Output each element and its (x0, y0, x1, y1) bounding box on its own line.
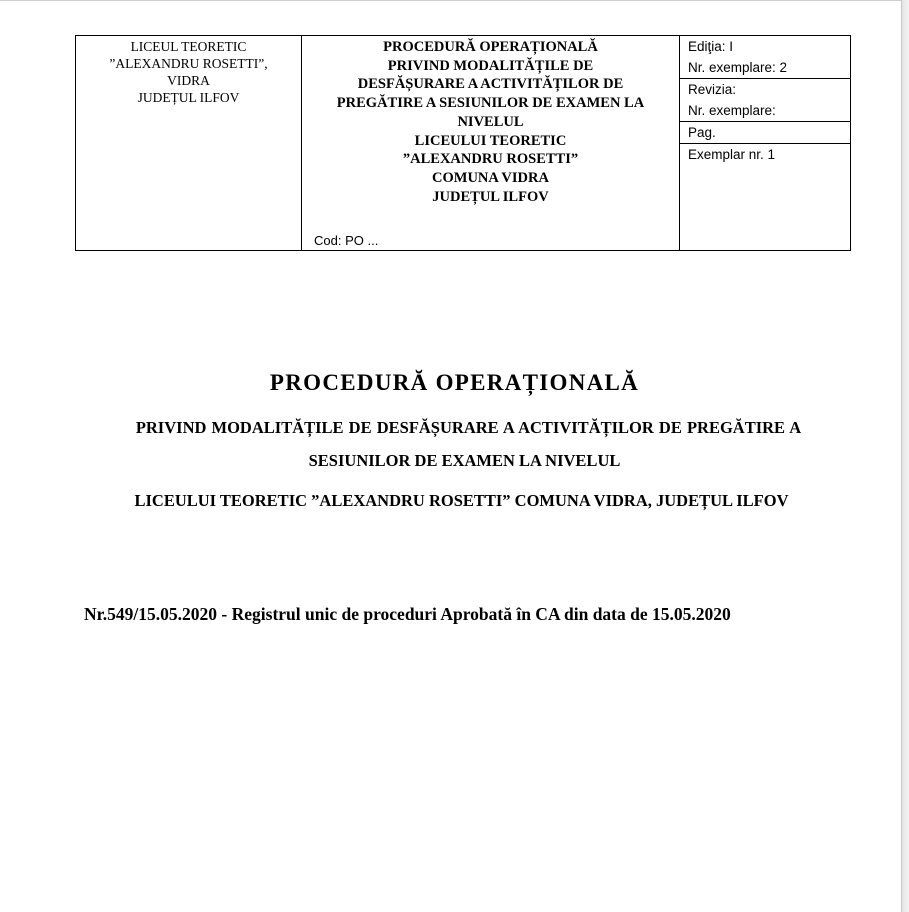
copies-label: Nr. exemplare: 2 (688, 60, 788, 75)
revision-box (680, 79, 850, 122)
procedure-line: PRIVIND MODALITĂȚILE DE (387, 57, 594, 74)
school-name (76, 36, 301, 106)
school-line: ”ALEXANDRU ROSETTI”, (109, 56, 268, 71)
subtitle-line: SESIUNILOR DE EXAMEN LA NIVELUL (308, 451, 621, 470)
revision-label: Revizia: (688, 82, 737, 97)
school-line: JUDEȚUL ILFOV (137, 90, 240, 105)
procedure-line: LICEULUI TEORETIC (414, 132, 567, 149)
procedure-line: JUDEȚUL ILFOV (432, 188, 549, 205)
procedure-line: NIVELUL (457, 113, 524, 130)
registry-approval-text: Nr.549/15.05.2020 - Registrul unic de proceduri Aprobată în CA din data de 15.05.2020 (84, 604, 731, 624)
edition-label: Ediţia: I (688, 39, 734, 54)
procedure-header-title (302, 36, 679, 206)
page-edge-top (0, 0, 902, 1)
meta-cell (680, 36, 851, 251)
document-header-table (75, 35, 851, 251)
revision-copies-label: Nr. exemplare: (688, 103, 776, 118)
school-line: VIDRA (167, 73, 210, 88)
school-cell (76, 36, 302, 251)
subtitle-line: PRIVIND MODALITĂȚILE DE DESFĂȘURARE A ACTIVITĂȚILOR DE PREGĂTIRE A (135, 418, 802, 437)
procedure-line: ”ALEXANDRU ROSETTI” (402, 151, 579, 168)
exemplar-label: Exemplar nr. 1 (688, 147, 776, 162)
document-title: PROCEDURĂ OPERAȚIONALĂ (269, 370, 640, 395)
procedure-cell (302, 36, 680, 251)
procedure-code: Cod: PO ... (314, 233, 379, 248)
page-box (680, 122, 850, 144)
school-line: LICEUL TEORETIC (130, 39, 247, 54)
edition-box (680, 36, 850, 79)
procedure-line: PROCEDURĂ OPERAȚIONALĂ (383, 39, 598, 55)
page-label: Pag. (688, 125, 716, 140)
procedure-line: COMUNA VIDRA (432, 169, 549, 186)
procedure-line: DESFĂȘURARE A ACTIVITĂȚILOR DE (357, 76, 624, 93)
exemplar-box (680, 144, 850, 165)
procedure-line: PREGĂTIRE A SESIUNILOR DE EXAMEN LA (336, 95, 645, 112)
subtitle-line: LICEULUI TEORETIC ”ALEXANDRU ROSETTI” COMUNA VIDRA, JUDEȚUL ILFOV (134, 491, 789, 510)
